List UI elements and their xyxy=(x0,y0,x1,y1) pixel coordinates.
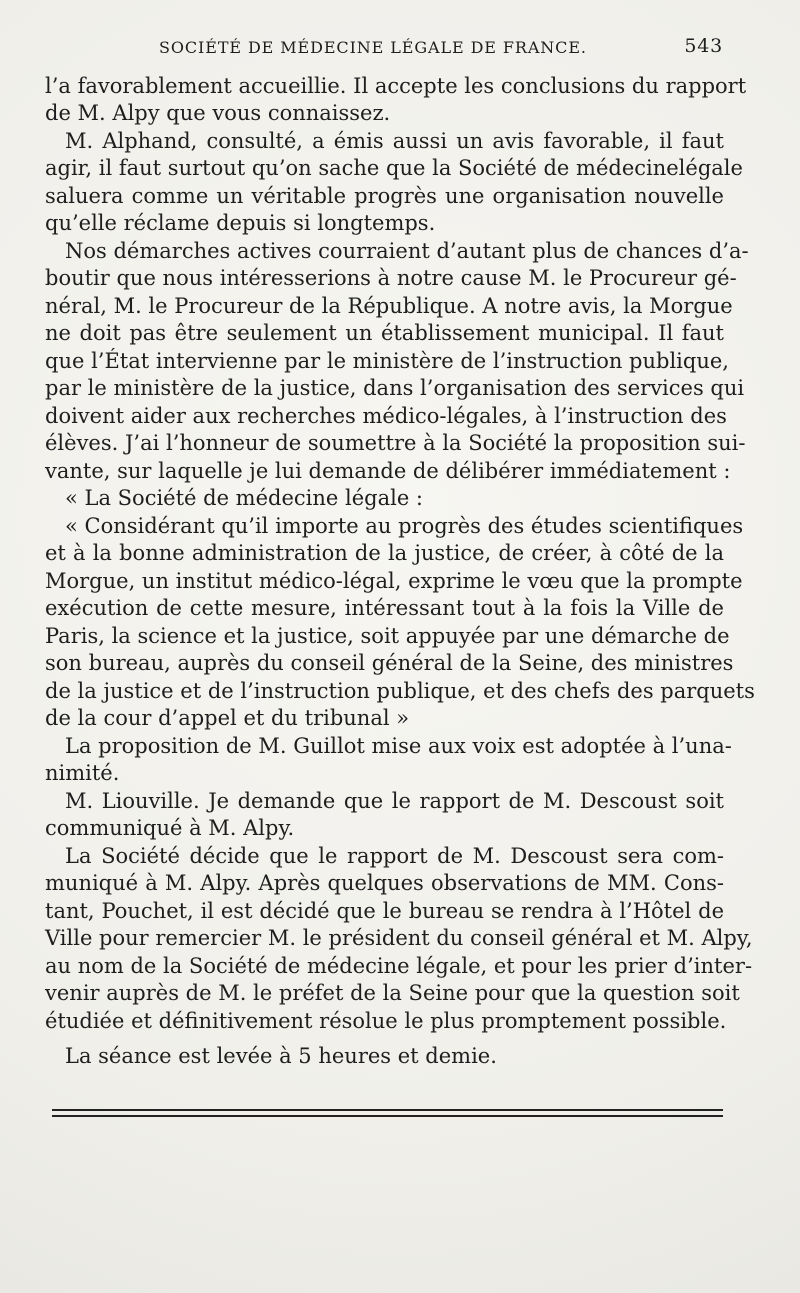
quote-line: « La Société de médecine légale : xyxy=(65,486,424,510)
body-line: La proposition de M. Guillot mise aux voix est adoptée à l’una- xyxy=(65,734,732,758)
body-line: M. Alphand, consulté, a émis aussi un avis favorable, il faut xyxy=(65,129,724,153)
body-line: qu’elle réclame depuis si longtemps. xyxy=(45,211,436,235)
body-line: vante, sur laquelle je lui demande de délibérer immédiatement : xyxy=(45,459,731,483)
page-header xyxy=(45,32,735,62)
end-rule-top xyxy=(52,1109,723,1111)
quote-line: Morgue, un institut médico-légal, exprime le vœu que la prompte xyxy=(45,569,743,593)
speaker-line-text: M. Liouville. Je demande que le rapport de M. Descoust soit xyxy=(65,789,724,813)
quote-line: son bureau, auprès du conseil général de la Seine, des ministres xyxy=(45,651,734,675)
page-number: 543 xyxy=(684,35,723,57)
body-line: venir auprès de M. le préfet de la Seine pour que la question soit xyxy=(45,981,740,1005)
quote-line: « Considérant qu’il importe au progrès des études scientifiques xyxy=(65,514,744,538)
body-line: saluera comme un véritable progrès une organisation nouvelle xyxy=(45,184,724,208)
body-line: doivent aider aux recherches médico-légales, à l’instruction des xyxy=(45,404,727,428)
body-line: au nom de la Société de médecine légale, et pour les prier d’inter- xyxy=(45,954,753,978)
body-line: Ville pour remercier M. le président du conseil général et M. Alpy, xyxy=(45,926,753,950)
running-title: SOCIÉTÉ DE MÉDECINE LÉGALE DE FRANCE. xyxy=(159,38,587,57)
body-line: La Société décide que le rapport de M. Descoust sera com- xyxy=(65,844,724,868)
end-rule-bottom xyxy=(52,1115,723,1117)
quote-line: de la cour d’appel et du tribunal » xyxy=(45,706,410,730)
quote-line: Paris, la science et la justice, soit appuyée par une démarche de xyxy=(45,624,730,648)
body-line: ne doit pas être seulement un établissement municipal. Il faut xyxy=(45,321,724,345)
quote-line: exécution de cette mesure, intéressant tout à la fois la Ville de xyxy=(45,596,724,620)
body-line: étudiée et définitivement résolue le plus promptement possible. xyxy=(45,1009,727,1033)
body-line: muniqué à M. Alpy. Après quelques observations de MM. Cons- xyxy=(45,871,724,895)
body-line: agir, il faut surtout qu’on sache que la Société de médecinelégale xyxy=(45,156,743,180)
body-line: de M. Alpy que vous connaissez. xyxy=(45,101,391,125)
body-line: tant, Pouchet, il est décidé que le bureau se rendra à l’Hôtel de xyxy=(45,899,724,923)
quote-line: et à la bonne administration de la justice, de créer, à côté de la xyxy=(45,541,724,565)
body-line: néral, M. le Procureur de la République. A notre avis, la Morgue xyxy=(45,294,733,318)
speaker-line xyxy=(45,791,724,812)
body-line: l’a favorablement accueillie. Il accepte les conclusions du rapport xyxy=(45,74,747,98)
body-line: par le ministère de la justice, dans l’organisation des services qui xyxy=(45,376,745,400)
body-line: Nos démarches actives courraient d’autant plus de chances d’a- xyxy=(65,239,749,263)
body-line: communiqué à M. Alpy. xyxy=(45,816,295,840)
body-line: boutir que nous intéresserions à notre cause M. le Procureur gé- xyxy=(45,266,737,290)
body-line: élèves. J’ai l’honneur de soumettre à la Société la proposition sui- xyxy=(45,431,746,455)
body-line: nimité. xyxy=(45,761,120,785)
quote-line: de la justice et de l’instruction publique, et des chefs des parquets xyxy=(45,679,755,703)
body-line: que l’État intervienne par le ministère de l’instruction publique, xyxy=(45,349,729,373)
closing-line: La séance est levée à 5 heures et demie. xyxy=(65,1044,497,1068)
